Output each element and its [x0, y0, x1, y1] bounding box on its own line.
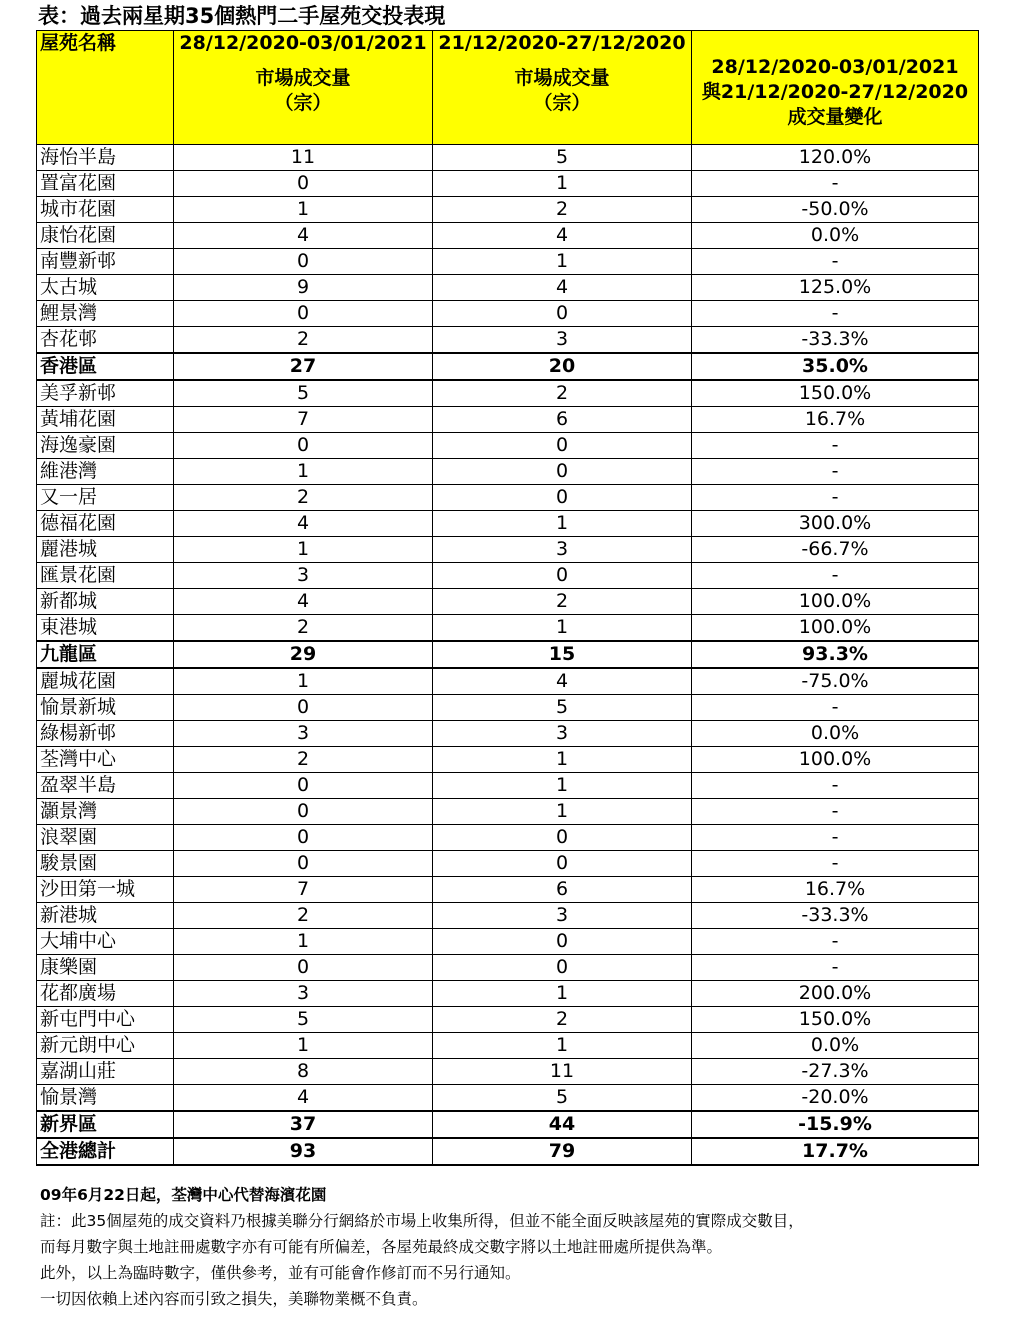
- estate-name-cell: 麗港城: [37, 537, 174, 563]
- estate-name-cell: 花都廣場: [37, 981, 174, 1007]
- estate-name-cell: 愉景新城: [37, 695, 174, 721]
- previous-volume-cell: 0: [433, 459, 692, 485]
- previous-volume-cell: 3: [433, 903, 692, 929]
- estate-name-cell: 城市花園: [37, 197, 174, 223]
- change-cell: 0.0%: [692, 721, 979, 747]
- previous-volume-cell: 1: [433, 171, 692, 197]
- previous-volume-cell: 4: [433, 275, 692, 301]
- estate-name-cell: 新都城: [37, 589, 174, 615]
- header-current-date: 28/12/2020-03/01/2021: [179, 32, 427, 54]
- header-change-line2: 與21/12/2020-27/12/2020: [701, 81, 969, 103]
- change-cell: 100.0%: [692, 615, 979, 642]
- previous-volume-cell: 4: [433, 668, 692, 695]
- table-row: [37, 668, 979, 695]
- table-row: [37, 1007, 979, 1033]
- estate-name-cell: 綠楊新邨: [37, 721, 174, 747]
- current-volume-cell: 8: [174, 1059, 433, 1085]
- table-row: [37, 223, 979, 249]
- table-row: [37, 171, 979, 197]
- current-volume-cell: 0: [174, 851, 433, 877]
- header-previous-unit: （宗）: [533, 92, 591, 114]
- current-volume-cell: 3: [174, 563, 433, 589]
- change-cell: -: [692, 773, 979, 799]
- change-cell: -33.3%: [692, 327, 979, 354]
- subtotal-row: [37, 353, 979, 380]
- previous-volume-cell: 0: [433, 301, 692, 327]
- change-cell: -33.3%: [692, 903, 979, 929]
- current-volume-cell: 1: [174, 459, 433, 485]
- table-row: [37, 459, 979, 485]
- table-row: [37, 275, 979, 301]
- estate-name-cell: 浪翠園: [37, 825, 174, 851]
- table-row: [37, 1085, 979, 1112]
- previous-volume-cell: 6: [433, 877, 692, 903]
- change-cell: -75.0%: [692, 668, 979, 695]
- current-volume-cell: 4: [174, 223, 433, 249]
- current-volume-cell: 0: [174, 955, 433, 981]
- previous-volume-cell: 5: [433, 1085, 692, 1112]
- estate-name-cell: 新屯門中心: [37, 1007, 174, 1033]
- current-volume-cell: 7: [174, 407, 433, 433]
- current-volume-cell: 2: [174, 903, 433, 929]
- current-volume-cell: 0: [174, 249, 433, 275]
- previous-volume-cell: 1: [433, 981, 692, 1007]
- table-body: [37, 145, 979, 1166]
- table-row: [37, 877, 979, 903]
- header-current-unit: （宗）: [274, 92, 332, 114]
- current-volume-cell: 2: [174, 327, 433, 354]
- change-cell: -: [692, 433, 979, 459]
- table-row: [37, 301, 979, 327]
- table-row: [37, 433, 979, 459]
- header-row: [37, 31, 979, 145]
- header-estate-name: 屋苑名稱: [37, 31, 174, 145]
- estate-name-cell: 美孚新邨: [37, 380, 174, 407]
- header-previous-date: 21/12/2020-27/12/2020: [438, 32, 686, 54]
- current-volume-cell: 4: [174, 589, 433, 615]
- previous-volume-cell: 0: [433, 929, 692, 955]
- previous-volume-cell: 1: [433, 747, 692, 773]
- subtotal-row: [37, 1138, 979, 1165]
- table-row: [37, 851, 979, 877]
- current-volume-cell: 37: [174, 1111, 433, 1138]
- estate-name-cell: 康樂園: [37, 955, 174, 981]
- change-cell: -: [692, 955, 979, 981]
- change-cell: 150.0%: [692, 380, 979, 407]
- change-cell: 100.0%: [692, 747, 979, 773]
- table-row: [37, 747, 979, 773]
- current-volume-cell: 7: [174, 877, 433, 903]
- change-cell: -27.3%: [692, 1059, 979, 1085]
- estate-name-cell: 德福花園: [37, 511, 174, 537]
- table-row: [37, 380, 979, 407]
- table-row: [37, 825, 979, 851]
- current-volume-cell: 2: [174, 747, 433, 773]
- header-change-line1: 28/12/2020-03/01/2021: [711, 56, 959, 78]
- change-cell: 17.7%: [692, 1138, 979, 1165]
- previous-volume-cell: 15: [433, 641, 692, 668]
- current-volume-cell: 5: [174, 380, 433, 407]
- estate-name-cell: 杏花邨: [37, 327, 174, 354]
- table-row: [37, 615, 979, 642]
- estate-name-cell: 置富花園: [37, 171, 174, 197]
- change-cell: -66.7%: [692, 537, 979, 563]
- table-row: [37, 563, 979, 589]
- current-volume-cell: 27: [174, 353, 433, 380]
- change-cell: -: [692, 249, 979, 275]
- footnote-replacement: 09年6月22日起，荃灣中心代替海濱花園: [40, 1186, 327, 1204]
- table-row: [37, 903, 979, 929]
- estate-name-cell: 海怡半島: [37, 145, 174, 171]
- table-title: 表：過去兩星期35個熱門二手屋苑交投表現: [38, 4, 446, 28]
- current-volume-cell: 0: [174, 695, 433, 721]
- change-cell: 150.0%: [692, 1007, 979, 1033]
- change-cell: -: [692, 929, 979, 955]
- current-volume-cell: 4: [174, 1085, 433, 1112]
- previous-volume-cell: 3: [433, 721, 692, 747]
- estate-name-cell: 匯景花園: [37, 563, 174, 589]
- previous-volume-cell: 1: [433, 1033, 692, 1059]
- change-cell: -: [692, 301, 979, 327]
- header-previous-week: [433, 31, 692, 145]
- table-row: [37, 249, 979, 275]
- change-cell: 120.0%: [692, 145, 979, 171]
- change-cell: -15.9%: [692, 1111, 979, 1138]
- estate-name-cell: 康怡花園: [37, 223, 174, 249]
- header-current-week: [174, 31, 433, 145]
- previous-volume-cell: 2: [433, 589, 692, 615]
- previous-volume-cell: 3: [433, 327, 692, 354]
- transaction-table: [36, 30, 979, 1166]
- footnote-disclaimer-3: 此外，以上為臨時數字，僅供參考，並有可能會作修訂而不另行通知。: [40, 1264, 521, 1282]
- current-volume-cell: 1: [174, 668, 433, 695]
- estate-name-cell: 九龍區: [37, 641, 174, 668]
- estate-name-cell: 灝景灣: [37, 799, 174, 825]
- previous-volume-cell: 79: [433, 1138, 692, 1165]
- change-cell: -: [692, 851, 979, 877]
- change-cell: -: [692, 695, 979, 721]
- current-volume-cell: 9: [174, 275, 433, 301]
- current-volume-cell: 11: [174, 145, 433, 171]
- current-volume-cell: 2: [174, 485, 433, 511]
- previous-volume-cell: 3: [433, 537, 692, 563]
- subtotal-row: [37, 1111, 979, 1138]
- previous-volume-cell: 4: [433, 223, 692, 249]
- header-current-label: 市場成交量: [255, 67, 351, 89]
- table-row: [37, 511, 979, 537]
- current-volume-cell: 1: [174, 537, 433, 563]
- table-row: [37, 695, 979, 721]
- estate-name-cell: 太古城: [37, 275, 174, 301]
- change-cell: 0.0%: [692, 1033, 979, 1059]
- estate-name-cell: 又一居: [37, 485, 174, 511]
- current-volume-cell: 5: [174, 1007, 433, 1033]
- current-volume-cell: 0: [174, 773, 433, 799]
- footnote-disclaimer-2: 而每月數字與土地註冊處數字亦有可能有所偏差，各屋苑最終成交數字將以土地註冊處所提供為準。: [40, 1238, 723, 1256]
- table-row: [37, 773, 979, 799]
- estate-name-cell: 嘉湖山莊: [37, 1059, 174, 1085]
- estate-name-cell: 荃灣中心: [37, 747, 174, 773]
- estate-name-cell: 黃埔花園: [37, 407, 174, 433]
- previous-volume-cell: 1: [433, 773, 692, 799]
- current-volume-cell: 0: [174, 825, 433, 851]
- current-volume-cell: 29: [174, 641, 433, 668]
- table-row: [37, 537, 979, 563]
- header-change: [692, 31, 979, 145]
- change-cell: -: [692, 485, 979, 511]
- change-cell: -: [692, 171, 979, 197]
- current-volume-cell: 93: [174, 1138, 433, 1165]
- previous-volume-cell: 11: [433, 1059, 692, 1085]
- estate-name-cell: 愉景灣: [37, 1085, 174, 1112]
- estate-name-cell: 東港城: [37, 615, 174, 642]
- estate-name-cell: 新元朗中心: [37, 1033, 174, 1059]
- previous-volume-cell: 1: [433, 799, 692, 825]
- estate-name-cell: 駿景園: [37, 851, 174, 877]
- change-cell: 100.0%: [692, 589, 979, 615]
- estate-name-cell: 沙田第一城: [37, 877, 174, 903]
- change-cell: 125.0%: [692, 275, 979, 301]
- previous-volume-cell: 2: [433, 197, 692, 223]
- change-cell: 200.0%: [692, 981, 979, 1007]
- table-row: [37, 955, 979, 981]
- footnotes: [40, 1182, 804, 1312]
- estate-name-cell: 海逸豪園: [37, 433, 174, 459]
- change-cell: 0.0%: [692, 223, 979, 249]
- header-change-line3: 成交量變化: [787, 106, 883, 128]
- previous-volume-cell: 0: [433, 485, 692, 511]
- header-previous-label: 市場成交量: [514, 67, 610, 89]
- current-volume-cell: 1: [174, 1033, 433, 1059]
- previous-volume-cell: 0: [433, 433, 692, 459]
- change-cell: -50.0%: [692, 197, 979, 223]
- change-cell: -: [692, 459, 979, 485]
- estate-name-cell: 南豐新邨: [37, 249, 174, 275]
- current-volume-cell: 0: [174, 433, 433, 459]
- change-cell: 300.0%: [692, 511, 979, 537]
- previous-volume-cell: 1: [433, 511, 692, 537]
- previous-volume-cell: 5: [433, 145, 692, 171]
- estate-name-cell: 麗城花園: [37, 668, 174, 695]
- previous-volume-cell: 1: [433, 249, 692, 275]
- current-volume-cell: 0: [174, 301, 433, 327]
- previous-volume-cell: 2: [433, 380, 692, 407]
- change-cell: 35.0%: [692, 353, 979, 380]
- previous-volume-cell: 0: [433, 955, 692, 981]
- estate-name-cell: 新港城: [37, 903, 174, 929]
- table-row: [37, 799, 979, 825]
- previous-volume-cell: 0: [433, 825, 692, 851]
- current-volume-cell: 4: [174, 511, 433, 537]
- estate-name-cell: 新界區: [37, 1111, 174, 1138]
- table-row: [37, 327, 979, 354]
- estate-name-cell: 香港區: [37, 353, 174, 380]
- previous-volume-cell: 0: [433, 563, 692, 589]
- footnote-disclaimer-1: 註：此35個屋苑的成交資料乃根據美聯分行網絡於市場上收集所得，但並不能全面反映該屋苑的實際成交數目，: [40, 1212, 804, 1230]
- previous-volume-cell: 6: [433, 407, 692, 433]
- previous-volume-cell: 44: [433, 1111, 692, 1138]
- previous-volume-cell: 2: [433, 1007, 692, 1033]
- previous-volume-cell: 0: [433, 851, 692, 877]
- change-cell: -: [692, 825, 979, 851]
- estate-name-cell: 鯉景灣: [37, 301, 174, 327]
- change-cell: -: [692, 799, 979, 825]
- table-row: [37, 929, 979, 955]
- previous-volume-cell: 20: [433, 353, 692, 380]
- current-volume-cell: 1: [174, 197, 433, 223]
- change-cell: -20.0%: [692, 1085, 979, 1112]
- footnote-disclaimer-4: 一切因依賴上述內容而引致之損失，美聯物業概不負責。: [40, 1290, 428, 1308]
- table-row: [37, 1033, 979, 1059]
- estate-name-cell: 大埔中心: [37, 929, 174, 955]
- previous-volume-cell: 1: [433, 615, 692, 642]
- estate-name-cell: 維港灣: [37, 459, 174, 485]
- table-row: [37, 981, 979, 1007]
- subtotal-row: [37, 641, 979, 668]
- change-cell: 93.3%: [692, 641, 979, 668]
- current-volume-cell: 0: [174, 799, 433, 825]
- change-cell: 16.7%: [692, 407, 979, 433]
- table-row: [37, 145, 979, 171]
- table-row: [37, 197, 979, 223]
- estate-name-cell: 盈翠半島: [37, 773, 174, 799]
- change-cell: 16.7%: [692, 877, 979, 903]
- previous-volume-cell: 5: [433, 695, 692, 721]
- table-row: [37, 589, 979, 615]
- estate-name-cell: 全港總計: [37, 1138, 174, 1165]
- change-cell: -: [692, 563, 979, 589]
- table-row: [37, 485, 979, 511]
- current-volume-cell: 1: [174, 929, 433, 955]
- current-volume-cell: 3: [174, 981, 433, 1007]
- table-row: [37, 407, 979, 433]
- current-volume-cell: 2: [174, 615, 433, 642]
- table-row: [37, 721, 979, 747]
- table-row: [37, 1059, 979, 1085]
- current-volume-cell: 3: [174, 721, 433, 747]
- current-volume-cell: 0: [174, 171, 433, 197]
